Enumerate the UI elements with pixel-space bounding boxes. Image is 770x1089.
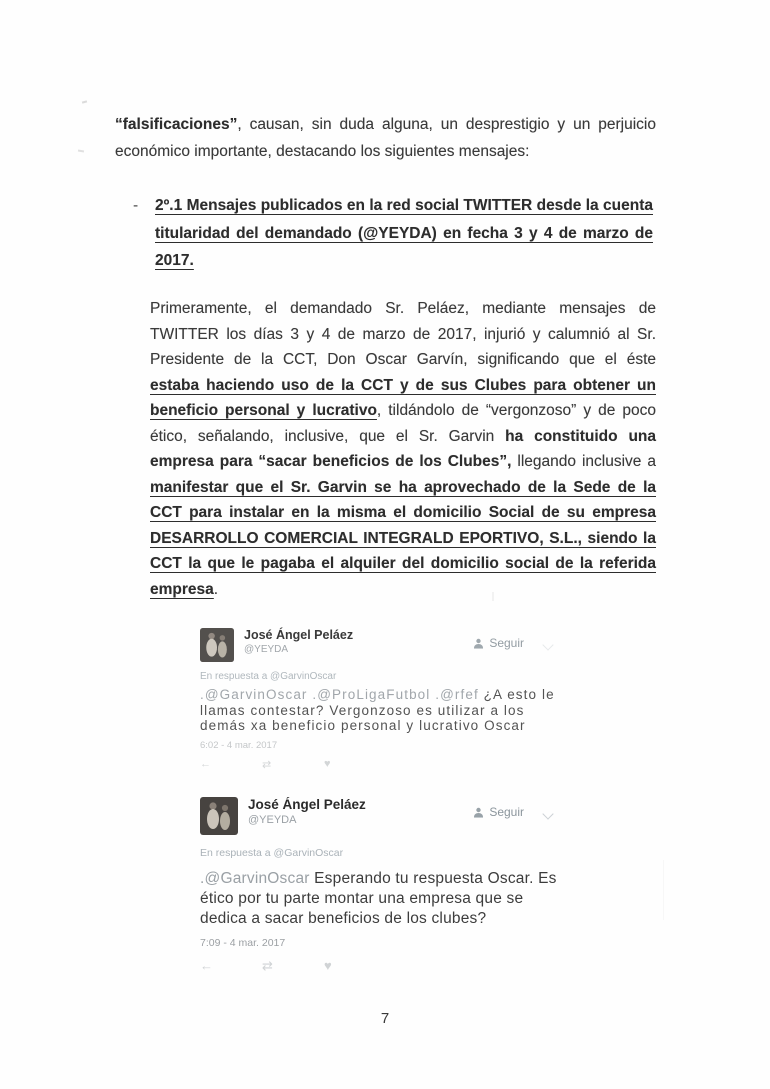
tweet-actions (200, 958, 560, 974)
text-line (150, 398, 656, 424)
text-run: , tildándolo de “vergonzoso” y de poco (376, 402, 656, 419)
tweet-body-text: ¿A esto le llamas contestar? Vergonzoso es utilizar a los demás xa beneficio personal y lucrativo Oscar (200, 687, 555, 733)
tweet-mentions[interactable]: .@GarvinOscar (200, 870, 310, 887)
tweet-text (200, 869, 560, 929)
text-line (150, 347, 656, 373)
tweet-header (200, 797, 560, 840)
text-line (155, 220, 653, 248)
avatar (200, 628, 234, 667)
text-run: , causan, sin duda alguna, un desprestigio y un perjuicio (237, 116, 656, 133)
tweet-author-block (244, 628, 353, 655)
follow-label: Seguir (489, 805, 524, 819)
reply-icon[interactable]: ← (200, 757, 211, 770)
text-run: beneficio personal y lucrativo (150, 402, 377, 419)
text-line (115, 112, 656, 139)
tweet-card (200, 797, 560, 974)
avatar (200, 797, 238, 840)
tweet-text (200, 687, 560, 734)
reply-icon[interactable]: ← (200, 958, 213, 973)
text-run: empresa para “sacar beneficios de los Clubes”, (150, 453, 512, 470)
follow-button[interactable] (473, 805, 524, 819)
reply-context: En respuesta a @GarvinOscar (200, 847, 344, 859)
text-run: 2º.1 Mensajes publicados en la red social TWITTER desde la cuenta (155, 197, 653, 214)
text-line (115, 139, 656, 166)
heading-bullet: - (133, 197, 139, 214)
text-line (150, 551, 656, 577)
scan-artifact (78, 149, 84, 152)
text-run: CCT para instalar en la misma el domicilio Social de su empresa (150, 504, 656, 521)
tweet-actions (200, 758, 560, 771)
tweet-header (200, 628, 560, 667)
text-line (155, 247, 653, 275)
text-line (150, 577, 656, 603)
tweet-author-handle: @YEYDA (244, 644, 289, 655)
tweet-card (200, 628, 560, 771)
text-run: DESARROLLO COMERCIAL INTEGRALD EPORTIVO, S.L., siendo la (150, 529, 656, 547)
follow-label: Seguir (489, 636, 524, 650)
text-line (150, 373, 656, 399)
tweet-author-name: José Ángel Peláez (244, 628, 354, 642)
tweet-author-block (248, 797, 366, 826)
text-line (150, 322, 656, 348)
text-run: “falsificaciones” (115, 116, 238, 133)
text-line (150, 424, 656, 450)
tweet-mentions[interactable]: .@GarvinOscar .@ProLigaFutbol .@rfef (200, 687, 479, 702)
text-line (150, 475, 656, 501)
scan-artifact (82, 100, 87, 103)
text-run: CCT la que le pagaba el alquiler del domicilio social de la referida (150, 555, 656, 572)
text-line (150, 500, 656, 526)
text-line (150, 526, 656, 552)
page-number: 7 (380, 1010, 390, 1027)
tweet-timestamp: 7:09 - 4 mar. 2017 (200, 937, 286, 949)
retweet-icon[interactable]: ⇄ (262, 758, 272, 771)
intro-paragraph (115, 112, 656, 165)
text-run: llegando inclusive a (511, 453, 657, 470)
text-run: estaba haciendo uso de la CCT y de sus Clubes para obtener un (150, 376, 656, 394)
main-paragraph (150, 296, 656, 602)
chevron-down-icon[interactable] (542, 808, 553, 819)
tweet-body-text: Esperando tu respuesta Oscar. Es ético por tu parte montar una empresa que se dedica a sacar beneficios de los clubes? (200, 870, 557, 927)
text-run: empresa (150, 580, 214, 598)
follow-person-icon (473, 638, 484, 649)
tweet-author-handle: @YEYDA (248, 814, 297, 826)
follow-person-icon (473, 807, 484, 818)
tweet-author-name: José Ángel Peláez (248, 797, 366, 812)
text-run: Primeramente, el demandado Sr. Peláez, mediante mensajes de (150, 300, 656, 317)
section-heading (155, 192, 653, 275)
reply-context: En respuesta a @GarvinOscar (200, 671, 337, 682)
text-line (155, 192, 653, 220)
text-run: TWITTER los días 3 y 4 de marzo de 2017, injurió y calumnió al Sr. (150, 325, 656, 343)
text-run: económico importante, destacando los siguientes mensajes: (115, 142, 530, 160)
text-run: ético, señalando, inclusive, que el Sr. Garvin (150, 427, 506, 445)
like-icon[interactable]: ♥ (324, 757, 331, 770)
text-run: . (213, 580, 219, 598)
scan-artifact (663, 860, 664, 920)
text-run: 2017. (155, 252, 194, 269)
text-line (150, 449, 656, 475)
text-run: manifestar que el Sr. Garvin se ha aprovechado de la Sede de la (150, 478, 656, 496)
text-line (150, 296, 656, 322)
text-run: Presidente de la CCT, Don Oscar Garvín, significando que el éste (150, 351, 656, 368)
follow-button[interactable] (473, 636, 524, 650)
chevron-down-icon[interactable] (542, 639, 553, 650)
text-run: titularidad del demandado (@YEYDA) en fecha 3 y 4 de marzo de (155, 224, 653, 242)
like-icon[interactable]: ♥ (324, 958, 332, 973)
text-run: ha constituido una (505, 427, 657, 445)
retweet-icon[interactable]: ⇄ (262, 958, 273, 973)
tweet-timestamp: 6:02 - 4 mar. 2017 (200, 739, 278, 751)
